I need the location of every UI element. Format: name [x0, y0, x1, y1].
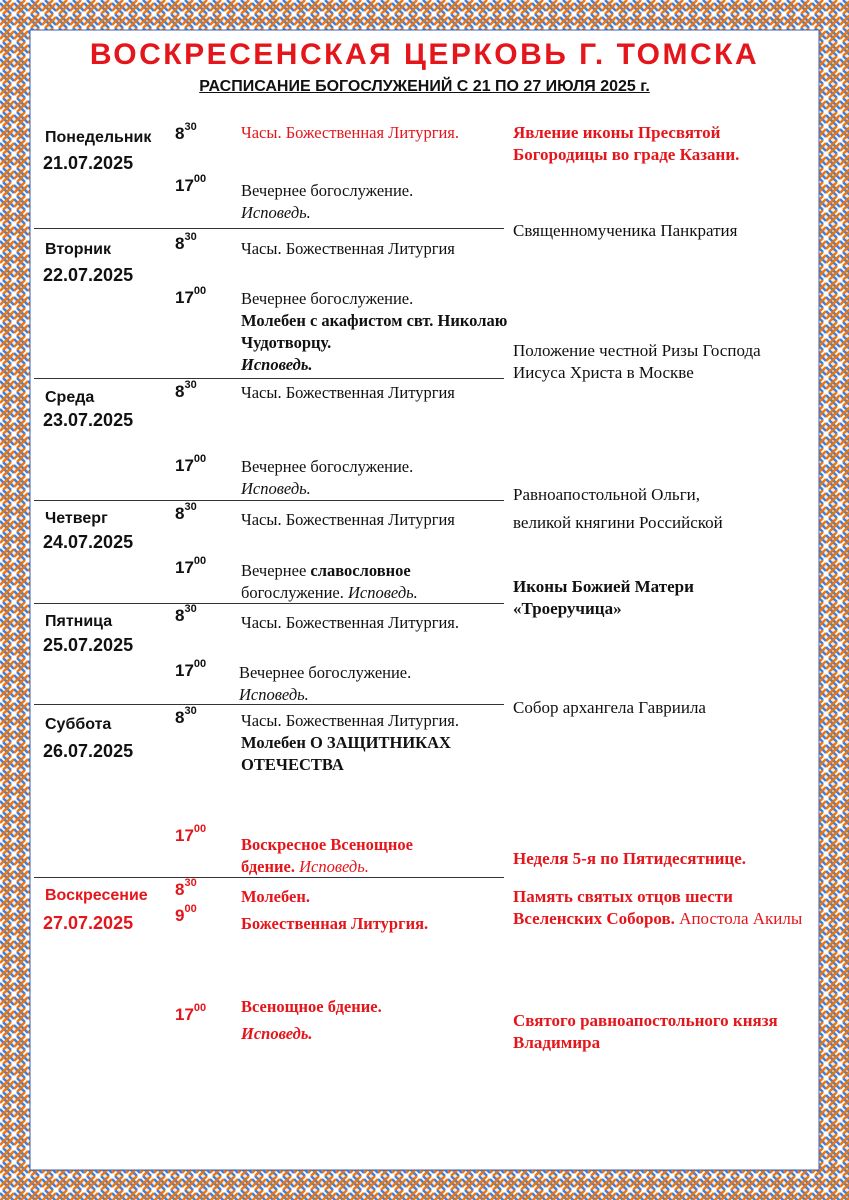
day-name: Вторник — [45, 241, 112, 258]
service-text: Вечернее богослужение. Исповедь. — [239, 663, 412, 704]
day-date: 25.07.2025 — [43, 635, 134, 655]
service-time: $8^{30}$ — [175, 231, 197, 253]
service-text: Часы. Божественная Литургия — [241, 510, 455, 529]
day-date: 26.07.2025 — [43, 741, 134, 761]
day-name: Воскресение — [45, 887, 148, 904]
day-name: Понедельник — [45, 129, 152, 146]
service-text: Часы. Божественная Литургия. — [241, 123, 460, 142]
service-time: $17^{00}$ — [175, 173, 207, 195]
service-time: $8^{30}$ — [175, 121, 197, 143]
service-text: Часы. Божественная Литургия. Молебен О ЗАЩИТНИКАХ ОТЕЧЕСТВА — [241, 711, 460, 774]
service-text: Вечернее богослужение. Молебен с акафистом свт. Николаю Чудотворцу. Исповедь. — [241, 289, 508, 374]
service-text: Вечернее славословное богослужение. Исповедь. — [241, 561, 418, 602]
service-text: Часы. Божественная Литургия — [241, 239, 455, 258]
service-time: $8^{30}$ — [175, 603, 197, 625]
service-text: Часы. Божественная Литургия. — [241, 613, 460, 632]
service-text: Божественная Литургия. — [241, 914, 429, 933]
page-title: ВОСКРЕСЕНСКАЯ ЦЕРКОВЬ Г. ТОМСКА — [89, 38, 760, 71]
divider — [34, 500, 504, 501]
service-time: $17^{00}$ — [175, 555, 207, 577]
feast-text: Неделя 5-я по Пятидесятнице. — [513, 849, 747, 868]
feast-text: Собор архангела Гавриила — [513, 698, 706, 717]
divider — [34, 378, 504, 379]
service-text: Вечернее богослужение. Исповедь. — [241, 181, 414, 222]
service-text: Исповедь. — [241, 1024, 313, 1043]
feast-text: Святого равноапостольного князя Владимира — [513, 1011, 778, 1052]
feast-text: Положение честной Ризы Господа Иисуса Христа в Москве — [513, 341, 761, 382]
service-text: Вечернее богослужение. Исповедь. — [241, 457, 414, 498]
service-time: $17^{00}$ — [175, 658, 207, 680]
service-time: $8^{30}$ — [175, 877, 197, 899]
page-subtitle: РАСПИСАНИЕ БОГОСЛУЖЕНИЙ С 21 ПО 27 ИЮЛЯ 2025 г. — [199, 78, 650, 95]
service-text: Молебен. — [241, 887, 310, 906]
divider — [34, 228, 504, 229]
feast-text: Равноапостольной Ольги, — [513, 485, 701, 504]
service-time: $8^{30}$ — [175, 379, 197, 401]
day-name: Четверг — [45, 510, 108, 527]
day-date: 27.07.2025 — [43, 913, 134, 933]
day-name: Суббота — [45, 716, 112, 733]
day-date: 23.07.2025 — [43, 410, 134, 430]
service-text: Воскресное Всенощное бдение. Исповедь. — [241, 835, 413, 876]
feast-text: великой княгини Российской — [513, 513, 723, 532]
day-date: 24.07.2025 — [43, 532, 134, 552]
feast-text: Явление иконы Пресвятой Богородицы во граде Казани. — [513, 123, 740, 164]
service-time: $8^{30}$ — [175, 501, 197, 523]
day-name: Среда — [45, 389, 95, 406]
day-date: 21.07.2025 — [43, 153, 134, 173]
feast-text: Иконы Божией Матери «Троеручица» — [513, 577, 694, 618]
service-time: $17^{00}$ — [175, 1002, 207, 1024]
service-time: $17^{00}$ — [175, 285, 207, 307]
service-text: Часы. Божественная Литургия — [241, 383, 455, 402]
day-name: Пятница — [45, 613, 113, 630]
service-time: $17^{00}$ — [175, 453, 207, 475]
service-time: $9^{00}$ — [175, 903, 197, 925]
feast-text: Священномученика Панкратия — [513, 221, 738, 240]
service-time: $8^{30}$ — [175, 705, 197, 727]
service-text: Всенощное бдение. — [241, 997, 382, 1016]
feast-text: Память святых отцов шести Вселенских Соборов. Апостола Акилы — [513, 887, 803, 928]
service-time: $17^{00}$ — [175, 823, 207, 845]
day-date: 22.07.2025 — [43, 265, 134, 285]
